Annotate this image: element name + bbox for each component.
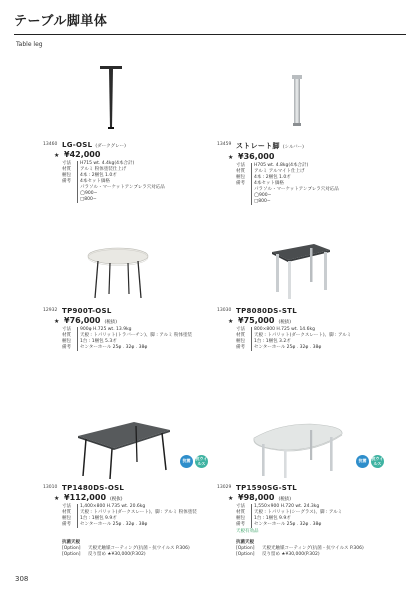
spec-row <box>62 345 232 351</box>
options-left <box>62 540 232 558</box>
spec-label: 梱包 <box>236 516 245 521</box>
option-tag: [Option] <box>236 546 255 551</box>
spec-label: 寸法 <box>62 327 71 332</box>
product-specs <box>62 161 232 203</box>
spec-value: H705 wt. 4.8kg(4本合計) <box>251 163 308 169</box>
spec-value: センターホール 25φ . 32φ . 38φ <box>251 345 321 351</box>
spec-value: 900φ H.725 wt. 13.9kg <box>77 327 132 333</box>
spec-label: 梱包 <box>236 339 245 344</box>
spec-value: ◯900− <box>77 191 97 197</box>
product-price: ¥76,000 <box>64 316 101 325</box>
star-icon: ★ <box>54 495 60 502</box>
spec-label: 寸法 <box>236 327 245 332</box>
antiviral-badge: 抗ウイルス <box>371 455 384 468</box>
product-price: ¥98,000 <box>238 493 275 502</box>
product-name: TP8080DS-STL <box>236 307 298 315</box>
spec-row <box>236 199 406 205</box>
product-code: 13030 <box>217 308 232 313</box>
option-tag: [Option] <box>236 552 255 557</box>
spec-value: 1台 : 1梱包 5.3才 <box>77 339 117 345</box>
product-price: ¥42,000 <box>64 150 101 159</box>
spec-value: 天板 : トパリット(シーグラス)、脚 : アルミ <box>251 510 342 516</box>
spec-label: 寸法 <box>62 161 71 166</box>
option-text: 天板光触媒コーティング(抗菌・抗ウイルス P.306) <box>88 546 190 551</box>
spec-value: センターホール 25φ . 32φ . 38φ <box>77 522 147 528</box>
product-specs <box>62 327 232 351</box>
tp1590sg-stl-table-illustration <box>248 420 346 480</box>
product-code: 13029 <box>217 485 232 490</box>
product-specs <box>236 504 406 528</box>
lg-osl-leg-illustration <box>96 66 126 130</box>
product-5-badges <box>180 455 208 468</box>
tp8080ds-stl-table-illustration <box>268 240 332 300</box>
price-note: (税抜) <box>278 320 291 325</box>
antibacterial-badge: 抗菌 <box>356 455 369 468</box>
spec-value: 天板 : トパリット(トラバーチン)、脚 : アルミ 粉体塗装 <box>77 333 192 339</box>
options-right <box>236 540 406 558</box>
green-note: 天板有効品 <box>236 529 259 534</box>
spec-label: 寸法 <box>236 163 245 168</box>
spec-label: 備考 <box>62 179 71 184</box>
product-specs <box>236 163 406 205</box>
star-icon: ★ <box>54 318 60 325</box>
spec-row <box>62 197 232 203</box>
spec-label: 寸法 <box>62 504 71 509</box>
option-text: 反り留め ★¥30,000(P.302) <box>88 552 146 557</box>
spec-label: 材質 <box>236 510 245 515</box>
spec-value: 天板 : トパリット(ダークスレート)、脚 : アルミ 粉体塗装 <box>77 510 197 516</box>
spec-value: 4本 : 2梱包 1.0才 <box>77 173 117 179</box>
star-icon: ★ <box>228 495 234 502</box>
spec-label <box>236 199 248 205</box>
product-specs <box>236 327 406 351</box>
page-number: 308 <box>15 575 29 583</box>
spec-label: 材質 <box>236 169 245 174</box>
spec-value: 1,550×900 H.720 wt. 24.3kg <box>251 504 319 510</box>
spec-value: センターホール 25φ . 32φ . 38φ <box>251 522 321 528</box>
spec-value: 天板 : トパリット(ダークスレート)、脚 : アルミ <box>251 333 351 339</box>
spec-value: アルミ 粉体塗装仕上げ <box>77 167 126 173</box>
option-row <box>62 552 232 558</box>
spec-value: □800− <box>251 199 271 205</box>
spec-value: アルミ アルマイト仕上げ <box>251 169 304 175</box>
spec-value: □800− <box>77 197 97 203</box>
page-title: テーブル脚単体 <box>14 14 108 29</box>
options-title: 抗菌天板 <box>62 540 80 545</box>
price-note: (税抜) <box>110 497 123 502</box>
tp1480ds-osl-table-illustration <box>74 418 172 480</box>
product-color: (ダークグレー) <box>95 144 126 149</box>
product-code: 13460 <box>43 142 58 147</box>
spec-label: 備考 <box>62 345 71 350</box>
spec-label: 梱包 <box>62 173 71 178</box>
product-lg-osl <box>43 141 232 203</box>
spec-label <box>62 197 74 203</box>
product-price: ¥112,000 <box>64 493 107 502</box>
spec-label: 材質 <box>62 510 71 515</box>
spec-value: 1台 : 1梱包 3.2才 <box>251 339 291 345</box>
option-text: 天板光触媒コーティング(抗菌・抗ウイルス P.306) <box>262 546 364 551</box>
product-color: (シルバー) <box>282 145 304 150</box>
antiviral-badge: 抗ウイルス <box>195 455 208 468</box>
product-code: 13010 <box>43 485 58 490</box>
option-text: 反り留め ★¥30,000(P.302) <box>262 552 320 557</box>
straight-leg-illustration <box>287 75 307 127</box>
spec-value: H715 wt. 4.4kg(4本合計) <box>77 161 134 167</box>
spec-value: パラソル・マーケットアンブレラ穴対応品 <box>251 187 339 193</box>
star-icon: ★ <box>54 152 60 159</box>
title-rule <box>14 34 406 35</box>
product-price: ¥36,000 <box>238 152 275 161</box>
product-name: TP1480DS-OSL <box>62 484 125 492</box>
options-title: 抗菌天板 <box>236 540 254 545</box>
product-name: TP1590SG-STL <box>236 484 297 492</box>
spec-label: 材質 <box>62 167 71 172</box>
product-tp1480ds-osl <box>43 484 232 528</box>
spec-value: 1,400×800 H.735 wt. 20.6kg <box>77 504 145 510</box>
spec-label: 備考 <box>62 522 71 527</box>
spec-row <box>236 345 406 351</box>
spec-value: ◯900− <box>251 193 271 199</box>
spec-label: 梱包 <box>62 516 71 521</box>
product-price: ¥75,000 <box>238 316 275 325</box>
product-specs <box>62 504 232 528</box>
spec-label: 梱包 <box>236 175 245 180</box>
product-6-badges <box>356 455 384 468</box>
option-row <box>236 552 406 558</box>
page-subtitle: Table leg <box>16 41 43 48</box>
product-code: 13459 <box>217 142 232 147</box>
product-straight-leg <box>217 141 406 205</box>
tp900t-osl-table-illustration <box>86 246 150 300</box>
spec-value: 1台 : 1梱包 9.9才 <box>251 516 291 522</box>
product-name: LG-OSL <box>62 141 93 149</box>
option-tag: [Option] <box>62 546 81 551</box>
price-note: (税抜) <box>278 497 291 502</box>
spec-value: 800×800 H.725 wt. 14.6kg <box>251 327 315 333</box>
spec-value: 4本 : 2梱包 1.0才 <box>251 175 291 181</box>
spec-row <box>62 522 232 528</box>
spec-value: センターホール 25φ . 32φ . 38φ <box>77 345 147 351</box>
spec-label: 梱包 <box>62 339 71 344</box>
product-code: 12932 <box>43 308 58 313</box>
product-tp900t-osl <box>43 307 232 351</box>
star-icon: ★ <box>228 154 234 161</box>
spec-value: 4本セット価格 <box>77 179 110 185</box>
spec-label: 備考 <box>236 181 245 186</box>
option-tag: [Option] <box>62 552 81 557</box>
product-tp8080ds-stl <box>217 307 406 351</box>
product-name: ストレート脚 <box>236 142 280 150</box>
antibacterial-badge: 抗菌 <box>180 455 193 468</box>
star-icon: ★ <box>228 318 234 325</box>
spec-label: 備考 <box>236 345 245 350</box>
price-note: (税抜) <box>104 320 117 325</box>
spec-value: 1台 : 1梱包 9.9才 <box>77 516 117 522</box>
spec-label: 材質 <box>236 333 245 338</box>
spec-label: 寸法 <box>236 504 245 509</box>
product-name: TP900T-OSL <box>62 307 112 315</box>
product-tp1590sg-stl <box>217 484 406 534</box>
spec-label: 材質 <box>62 333 71 338</box>
spec-label: 備考 <box>236 522 245 527</box>
spec-value: 4本セット価格 <box>251 181 284 187</box>
spec-value: パラソル・マーケットアンブレラ穴対応品 <box>77 185 165 191</box>
